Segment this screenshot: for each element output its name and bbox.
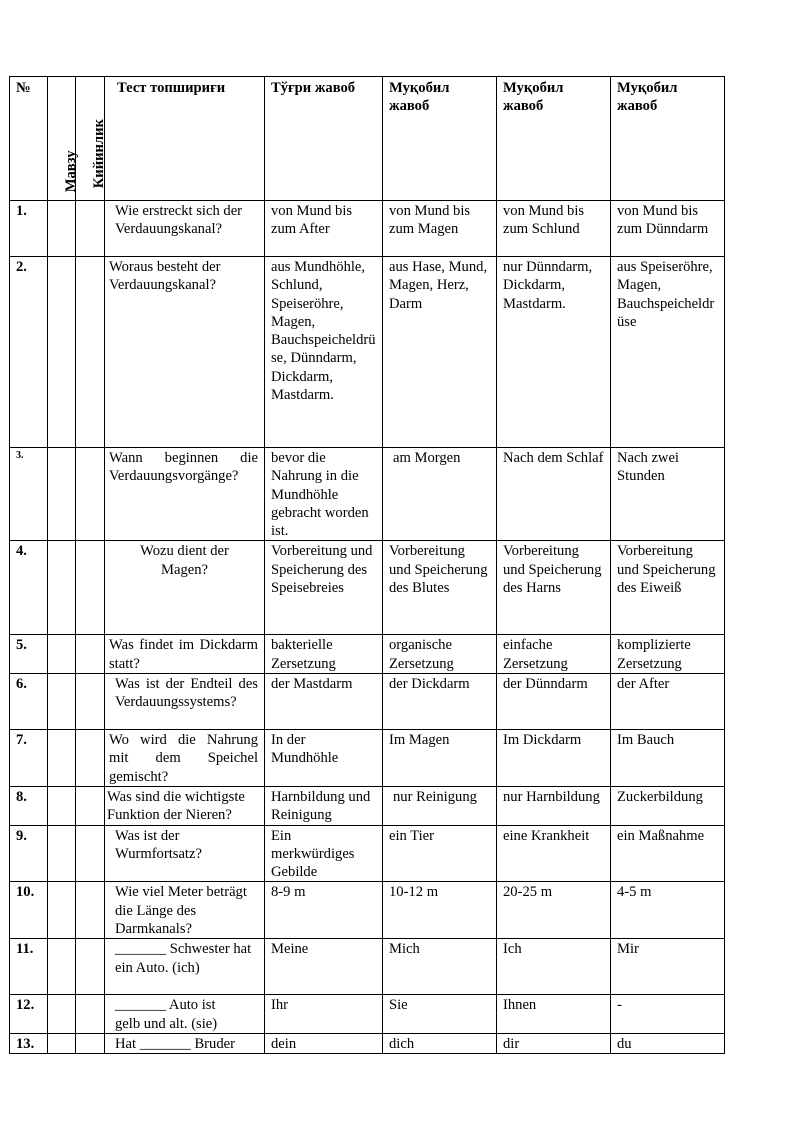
alt-answer-2-cell: Im Dickdarm xyxy=(497,730,611,787)
mavzu-cell xyxy=(48,939,76,995)
row-number: 2. xyxy=(10,257,48,448)
table-row xyxy=(10,635,725,674)
alt-answer-1-cell: Im Magen xyxy=(383,730,497,787)
alt-answer-2-cell: Ich xyxy=(497,939,611,995)
mavzu-cell xyxy=(48,541,76,635)
row-number: 4. xyxy=(10,541,48,635)
row-number: 9. xyxy=(10,825,48,882)
alt-answer-1-cell: Vorbereitung und Speicherung des Blutes xyxy=(383,541,497,635)
task-cell: Was sind die wichtigste Funktion der Nieren? xyxy=(105,786,265,825)
table-row xyxy=(10,448,725,541)
correct-answer-cell: Harnbildung und Reinigung xyxy=(265,786,383,825)
table-row xyxy=(10,1033,725,1053)
header-alt3: Муқобил жавоб xyxy=(611,77,725,201)
correct-answer-cell: In der Mundhöhle xyxy=(265,730,383,787)
alt-answer-3-cell: von Mund bis zum Dünndarm xyxy=(611,201,725,257)
header-task: Тест топшириғи xyxy=(105,77,265,201)
alt-answer-2-cell: 20-25 m xyxy=(497,882,611,939)
alt-answer-3-cell: Zuckerbildung xyxy=(611,786,725,825)
correct-answer-cell: Meine xyxy=(265,939,383,995)
task-cell: Woraus besteht der Verdauungskanal? xyxy=(105,257,265,448)
table-row xyxy=(10,201,725,257)
row-number: 7. xyxy=(10,730,48,787)
alt-answer-3-cell: der After xyxy=(611,674,725,730)
alt-answer-1-cell: ein Tier xyxy=(383,825,497,882)
row-number: 6. xyxy=(10,674,48,730)
header-qiyinlik xyxy=(76,77,105,201)
mavzu-cell xyxy=(48,674,76,730)
header-alt2: Муқобил жавоб xyxy=(497,77,611,201)
correct-answer-cell: 8-9 m xyxy=(265,882,383,939)
task-text: Wo wird die Nahrung mit dem Speichel gemischt? xyxy=(109,732,258,785)
alt-answer-2-cell: eine Krankheit xyxy=(497,825,611,882)
task-cell: Wozu dient der Magen? xyxy=(105,541,265,635)
qiyinlik-cell xyxy=(76,730,105,787)
table-row xyxy=(10,825,725,882)
alt-answer-1-cell: Mich xyxy=(383,939,497,995)
alt-answer-3-cell: aus Speiseröhre, Magen, Bauchspeicheldrüse xyxy=(611,257,725,448)
alt-answer-2-cell: Ihnen xyxy=(497,995,611,1034)
correct-answer-cell: von Mund bis zum After xyxy=(265,201,383,257)
qiyinlik-cell xyxy=(76,1033,105,1053)
row-number: 11. xyxy=(10,939,48,995)
task-text: Was ist der Endteil des Verdauungssystems? xyxy=(115,676,258,711)
alt-answer-1-cell: der Dickdarm xyxy=(383,674,497,730)
alt-answer-3-cell: Mir xyxy=(611,939,725,995)
task-cell: _______ Auto ist gelb und alt. (sie) xyxy=(105,995,265,1034)
task-cell: Was ist der Wurmfortsatz? xyxy=(105,825,265,882)
alt-answer-1-cell: 10-12 m xyxy=(383,882,497,939)
qiyinlik-cell xyxy=(76,448,105,541)
row-number: 1. xyxy=(10,201,48,257)
alt-answer-3-cell: 4-5 m xyxy=(611,882,725,939)
test-sheet xyxy=(9,76,725,1054)
mavzu-cell xyxy=(48,448,76,541)
qiyinlik-cell xyxy=(76,674,105,730)
alt-answer-2-cell: von Mund bis zum Schlund xyxy=(497,201,611,257)
alt-answer-2-cell: einfache Zersetzung xyxy=(497,635,611,674)
row-number: 8. xyxy=(10,786,48,825)
alt-answer-1-cell: Sie xyxy=(383,995,497,1034)
alt-answer-2-cell: Nach dem Schlaf xyxy=(497,448,611,541)
alt-answer-2-cell: nur Harnbildung xyxy=(497,786,611,825)
alt-answer-3-cell: ein Maßnahme xyxy=(611,825,725,882)
qiyinlik-cell xyxy=(76,257,105,448)
table-row xyxy=(10,786,725,825)
alt-answer-1-cell: organische Zersetzung xyxy=(383,635,497,674)
mavzu-cell xyxy=(48,825,76,882)
alt-answer-3-cell: komplizierte Zersetzung xyxy=(611,635,725,674)
correct-answer-cell: Ihr xyxy=(265,995,383,1034)
alt-answer-3-cell: Vorbereitung und Speicherung des Eiweiß xyxy=(611,541,725,635)
alt-answer-2-cell: der Dünndarm xyxy=(497,674,611,730)
header-row xyxy=(10,77,725,201)
task-cell xyxy=(105,635,265,674)
mavzu-cell xyxy=(48,995,76,1034)
row-number: 13. xyxy=(10,1033,48,1053)
task-cell: Wie viel Meter beträgt die Länge des Darmkanals? xyxy=(105,882,265,939)
alt-answer-3-cell: Im Bauch xyxy=(611,730,725,787)
qiyinlik-cell xyxy=(76,541,105,635)
correct-answer-cell: dein xyxy=(265,1033,383,1053)
alt-answer-1-cell: dich xyxy=(383,1033,497,1053)
row-number: 5. xyxy=(10,635,48,674)
task-cell: Wie erstreckt sich der Verdauungskanal? xyxy=(105,201,265,257)
qiyinlik-cell xyxy=(76,995,105,1034)
task-cell: _______ Schwester hat ein Auto. (ich) xyxy=(105,939,265,995)
table-row xyxy=(10,541,725,635)
alt-answer-3-cell: du xyxy=(611,1033,725,1053)
correct-answer-cell: Vorbereitung und Speicherung des Speisebreies xyxy=(265,541,383,635)
qiyinlik-cell xyxy=(76,939,105,995)
alt-answer-1-cell: aus Hase, Mund, Magen, Herz, Darm xyxy=(383,257,497,448)
task-cell xyxy=(105,674,265,730)
header-no: № xyxy=(10,77,48,201)
alt-answer-1-cell: nur Reinigung xyxy=(383,786,497,825)
qiyinlik-cell xyxy=(76,825,105,882)
mavzu-cell xyxy=(48,201,76,257)
table-row xyxy=(10,882,725,939)
correct-answer-cell: bakterielle Zersetzung xyxy=(265,635,383,674)
task-cell: Hat _______ Bruder xyxy=(105,1033,265,1053)
header-qiyinlik-label: Кийинлик xyxy=(91,118,107,188)
alt-answer-2-cell: dir xyxy=(497,1033,611,1053)
qiyinlik-cell xyxy=(76,201,105,257)
correct-answer-cell: aus Mundhöhle, Schlund, Speiseröhre, Magen, Bauchspeicheldrüse, Dünndarm, Dickdarm, Mastdarm. xyxy=(265,257,383,448)
mavzu-cell xyxy=(48,1033,76,1053)
mavzu-cell xyxy=(48,882,76,939)
mavzu-cell xyxy=(48,730,76,787)
table-row xyxy=(10,730,725,787)
qiyinlik-cell xyxy=(76,786,105,825)
header-correct: Тўғри жавоб xyxy=(265,77,383,201)
task-cell xyxy=(105,448,265,541)
row-number: 12. xyxy=(10,995,48,1034)
task-text: Was findet im Dickdarm statt? xyxy=(109,637,258,672)
mavzu-cell xyxy=(48,257,76,448)
table-row xyxy=(10,939,725,995)
alt-answer-2-cell: Vorbereitung und Speicherung des Harns xyxy=(497,541,611,635)
alt-answer-3-cell: Nach zwei Stunden xyxy=(611,448,725,541)
correct-answer-cell: Ein merkwürdiges Gebilde xyxy=(265,825,383,882)
header-mavzu-label: Мавзу xyxy=(62,150,79,192)
task-cell xyxy=(105,730,265,787)
test-table xyxy=(9,76,725,1054)
mavzu-cell xyxy=(48,786,76,825)
mavzu-cell xyxy=(48,635,76,674)
alt-answer-3-cell: - xyxy=(611,995,725,1034)
table-row xyxy=(10,257,725,448)
row-number: 10. xyxy=(10,882,48,939)
header-alt1: Муқобил жавоб xyxy=(383,77,497,201)
alt-answer-1-cell: von Mund bis zum Magen xyxy=(383,201,497,257)
task-text: Wann beginnen die Verdauungsvorgänge? xyxy=(109,450,258,485)
alt-answer-2-cell: nur Dünndarm, Dickdarm, Mastdarm. xyxy=(497,257,611,448)
table-row xyxy=(10,995,725,1034)
alt-answer-1-cell: am Morgen xyxy=(383,448,497,541)
row-number: 3. xyxy=(10,448,48,541)
header-mavzu xyxy=(48,77,79,201)
qiyinlik-cell xyxy=(76,635,105,674)
correct-answer-cell: bevor die Nahrung in die Mundhöhle gebracht worden ist. xyxy=(265,448,383,541)
qiyinlik-cell xyxy=(76,882,105,939)
table-row xyxy=(10,674,725,730)
correct-answer-cell: der Mastdarm xyxy=(265,674,383,730)
